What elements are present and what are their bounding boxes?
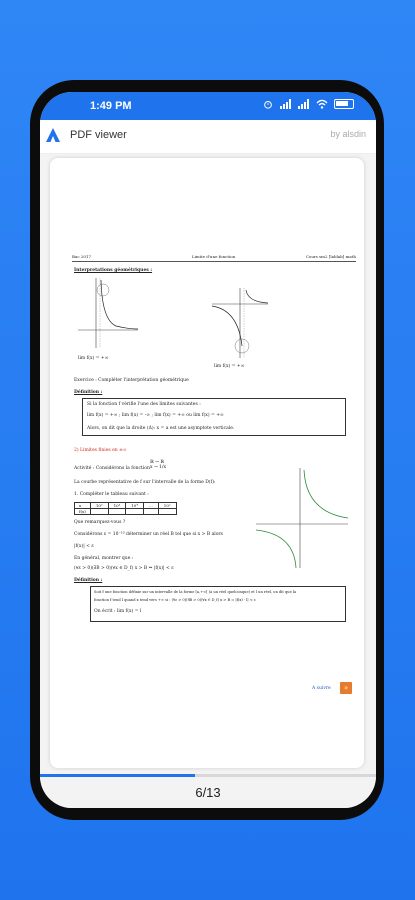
def1-line1: Si la fonction f vérifie l'une des limites suivantes : bbox=[87, 402, 201, 407]
conjecture-text: Que remarquez-vous ? bbox=[74, 520, 126, 525]
graph-hyperbola bbox=[254, 466, 350, 570]
alarm-icon bbox=[262, 99, 274, 109]
header-right: Cours sm2 [lablab] math bbox=[305, 254, 356, 259]
definition-2-label: Définition : bbox=[74, 578, 103, 583]
activity-question1: 1. Compléter le tableau suivant : bbox=[74, 492, 149, 497]
limit-2: lim f(x) = +∞ bbox=[214, 364, 245, 369]
table-header-x: x bbox=[75, 503, 91, 509]
app-title: PDF viewer bbox=[70, 129, 127, 141]
app-author[interactable]: by alsdin bbox=[330, 129, 366, 139]
table-cell: 10⁴ bbox=[126, 503, 144, 509]
header-center: Limite d'une fonction bbox=[192, 254, 236, 259]
general-line: (∀ε > 0)(∃B > 0)(∀x ∈ D_f) x > B ⇒ |f(x)| < ε bbox=[74, 566, 174, 571]
section-geometric: Interpretations géométriques : bbox=[74, 268, 153, 273]
def2-line1: Soit f une fonction définie sur un intervalle de la forme [a,+∞[ (a un réel quelconque) et l un réel, on dit que la bbox=[94, 590, 297, 594]
exercise-text: Exercice : Compléter l'interprétation géométrique bbox=[74, 378, 189, 383]
battery-icon bbox=[334, 99, 354, 109]
table-cell: 10² bbox=[90, 503, 108, 509]
bottom-bar bbox=[40, 777, 376, 808]
fx-eps: |f(x)| < ε bbox=[74, 544, 94, 549]
signal-icon-2 bbox=[298, 99, 310, 109]
general-text: En général, montrer que : bbox=[74, 556, 134, 561]
table-cell: 10³ bbox=[108, 503, 126, 509]
table-cell: ... bbox=[143, 503, 158, 509]
def2-line3: On écrit : lim f(x) = l bbox=[94, 609, 142, 614]
definition-2-box bbox=[90, 586, 346, 622]
section-finite-limits: 2) Limites finies en ±∞ bbox=[74, 448, 127, 453]
page-header bbox=[72, 254, 356, 262]
app-bar bbox=[40, 120, 376, 154]
activity-function: ℝ → ℝ x → 1/x bbox=[150, 460, 167, 470]
wifi-icon bbox=[316, 99, 328, 109]
graph-vertical-asymptote-2 bbox=[210, 286, 270, 360]
definition-1-label: Définition : bbox=[74, 390, 103, 395]
table-cell: 10ⁿ bbox=[158, 503, 176, 509]
next-page-link[interactable]: A suivre bbox=[312, 686, 331, 691]
graph-vertical-asymptote-1 bbox=[76, 276, 140, 350]
def2-line2: fonction f tend l quand x tend vers +∞ si : (∀ε > 0)(∃B > 0)(∀x ∈ D_f) x > B ⇒ |f(x) - l| < ε bbox=[94, 598, 256, 602]
considering-text: Considérons ε = 10⁻¹⁰ déterminer un réel B tel que si x > B alors bbox=[74, 532, 223, 537]
header-left: Bac 2017 bbox=[72, 254, 92, 259]
def1-line3: Alors, on dit que la droite (Δ): x = a est une asymptote verticale. bbox=[87, 426, 235, 431]
limit-1: lim f(x) = +∞ bbox=[78, 356, 109, 361]
pdf-page[interactable] bbox=[50, 158, 364, 768]
activity-line2: La courbe représentative de f sur l'intervalle de la forme D(f): bbox=[74, 480, 216, 485]
def1-line2: lim f(x) = +∞ ; lim f(x) = -∞ ; lim f(x) = +∞ ou lim f(x) = +∞ bbox=[87, 413, 224, 418]
status-time: 1:49 PM bbox=[90, 100, 132, 112]
definition-1-box bbox=[82, 398, 346, 436]
page-counter[interactable]: 6/13 bbox=[195, 785, 221, 800]
next-page-button[interactable]: » bbox=[340, 682, 352, 694]
app-logo-icon bbox=[46, 128, 60, 142]
pdf-viewer[interactable] bbox=[40, 154, 376, 774]
table-header-fx: f(x) bbox=[75, 509, 91, 515]
screen bbox=[40, 92, 376, 808]
values-table bbox=[74, 502, 177, 515]
status-bar bbox=[40, 92, 376, 120]
activity-text: Activité : Considérons la fonction bbox=[74, 466, 150, 471]
signal-icon bbox=[280, 99, 292, 109]
